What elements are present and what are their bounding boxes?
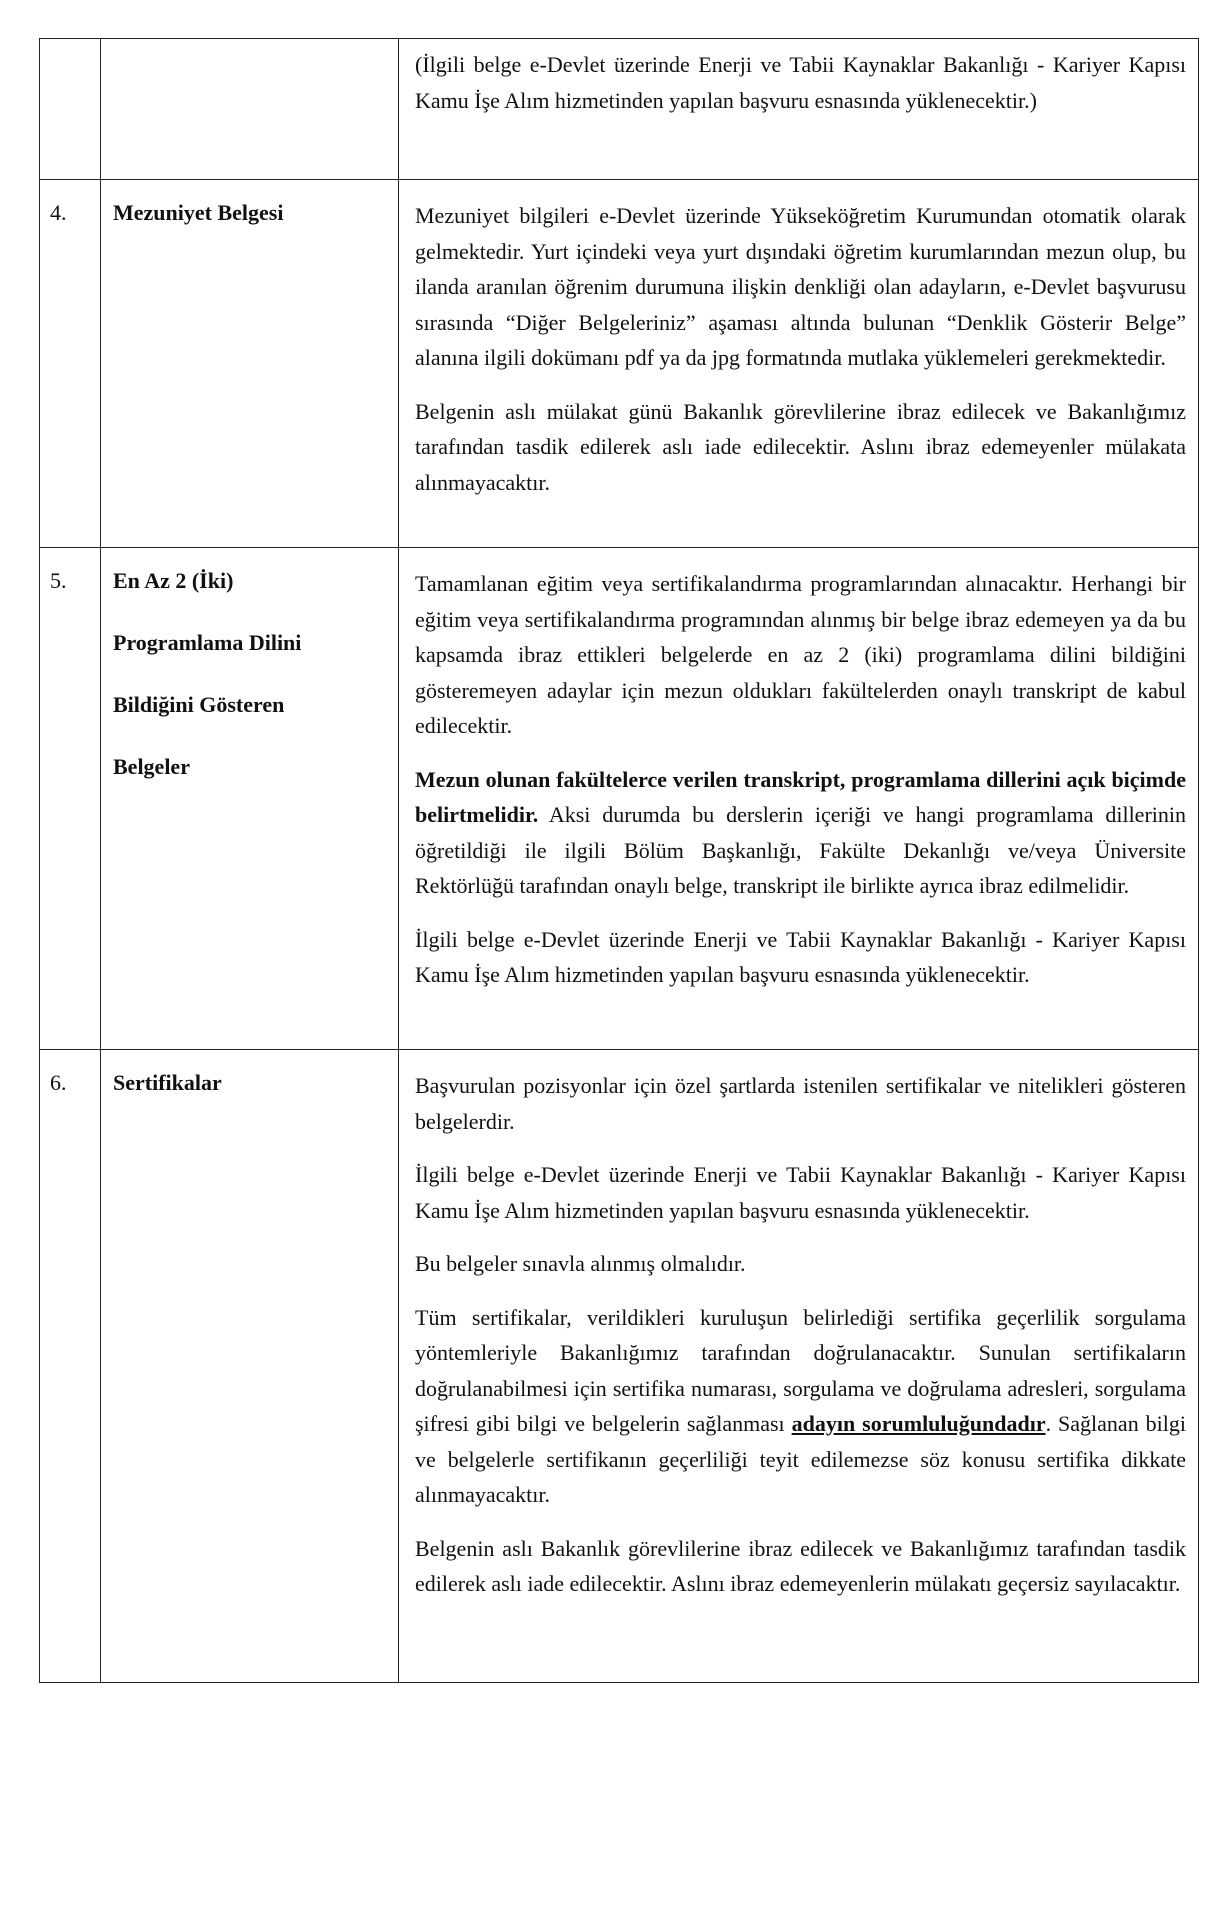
table-row <box>40 39 1199 180</box>
row-label-line: Bildiğini Gösteren <box>113 692 285 717</box>
row-label-cell <box>101 180 399 548</box>
emphasis-text: Mezun olunan fakültelerce verilen transkript, programlama dillerini açık biçimde belirtmelidir. <box>415 766 1186 827</box>
paragraph: Mezun olunan fakültelerce verilen transkript, programlama dillerini açık biçimde belirtmelidir. Aksi durumda bu derslerin içeriği ve hangi programlama dillerinin öğretildiği ile ilgili Bölüm Başkanlığı, Fakülte Dekanlığı ve/veya Üniversite Rektörlüğü tarafından onaylı belge, transkript ile birlikte ayrıca ibraz edilmelidir. <box>415 766 1186 898</box>
paragraph: Belgenin aslı mülakat günü Bakanlık görevlilerine ibraz edilecek ve Bakanlığımız tarafından tasdik edilerek aslı iade edilecektir. Aslını ibraz edemeyenler mülakata alınmayacaktır. <box>415 398 1186 495</box>
row-number-cell <box>40 1050 101 1683</box>
paragraph: Bu belgeler sınavla alınmış olmalıdır. <box>415 1251 746 1276</box>
row-number: 5. <box>50 568 67 593</box>
row-content-cell <box>399 548 1199 1050</box>
row-content-cell <box>399 1050 1199 1683</box>
requirements-table <box>39 38 1199 1683</box>
row-number-cell <box>40 548 101 1050</box>
row-number-cell <box>40 180 101 548</box>
row-label-line: Programlama Dilini <box>113 630 302 655</box>
row-content-cell <box>399 39 1199 180</box>
paragraph: İlgili belge e-Devlet üzerinde Enerji ve Tabii Kaynaklar Bakanlığı - Kariyer Kapısı Kamu İşe Alım hizmetinden yapılan başvuru esnasında yüklenecektir. <box>415 1162 1186 1223</box>
paragraph: Başvurulan pozisyonlar için özel şartlarda istenilen sertifikalar ve nitelikleri gösteren belgelerdir. <box>415 1073 1186 1134</box>
row-label-cell <box>101 1050 399 1683</box>
row-number: 6. <box>50 1070 67 1095</box>
row-label: Mezuniyet Belgesi <box>113 200 284 225</box>
row-label: Sertifikalar <box>113 1070 222 1095</box>
paragraph: Tamamlanan eğitim veya sertifikalandırma programlarından alınacaktır. Herhangi bir eğitim veya sertifikalandırma programından alınmış bir belge ibraz edemeyen ya da bu kapsamda ibraz ettikleri belgelerde en az 2 (iki) programlama dilini bildiğini gösteremeyen adaylar için mezun oldukları fakültelerden onaylı transkript de kabul edilecektir. <box>415 571 1186 738</box>
row-number-cell <box>40 39 101 180</box>
row-label-cell <box>101 548 399 1050</box>
paragraph: İlgili belge e-Devlet üzerinde Enerji ve Tabii Kaynaklar Bakanlığı - Kariyer Kapısı Kamu İşe Alım hizmetinden yapılan başvuru esnasında yüklenecektir. <box>415 926 1186 987</box>
table-row <box>40 548 1199 1050</box>
table-row <box>40 1050 1199 1683</box>
row-label-line: Belgeler <box>113 754 190 779</box>
paragraph: Mezuniyet bilgileri e-Devlet üzerinde Yükseköğretim Kurumundan otomatik olarak gelmektedir. Yurt içindeki veya yurt dışındaki öğretim kurumlarından mezun olup, bu ilanda aranılan öğrenim durumuna ilişkin denkliği olan adayların, e-Devlet başvurusu sırasında “Diğer Belgeleriniz” aşaması altında bulunan “Denklik Gösterir Belge” alanına ilgili dokümanı pdf ya da jpg formatında mutlaka yüklemeleri gerekmektedir. <box>415 203 1186 370</box>
paragraph: Tüm sertifikalar, verildikleri kuruluşun belirlediği sertifika geçerlilik sorgulama yöntemleriyle Bakanlığımız tarafından doğrulanacaktır. Sunulan sertifikaların doğrulanabilmesi için sertifika numarası, sorgulama ve doğrulama adresleri, sorgulama şifresi gibi bilgi ve belgelerin sağlanması adayın sorumluluğundadır. Sağlanan bilgi ve belgelerle sertifikanın geçerliliği teyit edilemezse söz konusu sertifika dikkate alınmayacaktır. <box>415 1304 1186 1507</box>
table-row <box>40 180 1199 548</box>
row-label-cell <box>101 39 399 180</box>
row-content-cell <box>399 180 1199 548</box>
paragraph: Belgenin aslı Bakanlık görevlilerine ibraz edilecek ve Bakanlığımız tarafından tasdik edilerek aslı iade edilecektir. Aslını ibraz edemeyenlerin mülakatı geçersiz sayılacaktır. <box>415 1535 1186 1596</box>
paragraph: (İlgili belge e-Devlet üzerinde Enerji ve Tabii Kaynaklar Bakanlığı - Kariyer Kapısı Kamu İşe Alım hizmetinden yapılan başvuru esnasında yüklenecektir.) <box>415 52 1186 113</box>
emphasis-text: adayın sorumluluğundadır <box>791 1411 1046 1436</box>
row-label-line: En Az 2 (İki) <box>113 568 234 593</box>
row-number: 4. <box>50 200 67 225</box>
